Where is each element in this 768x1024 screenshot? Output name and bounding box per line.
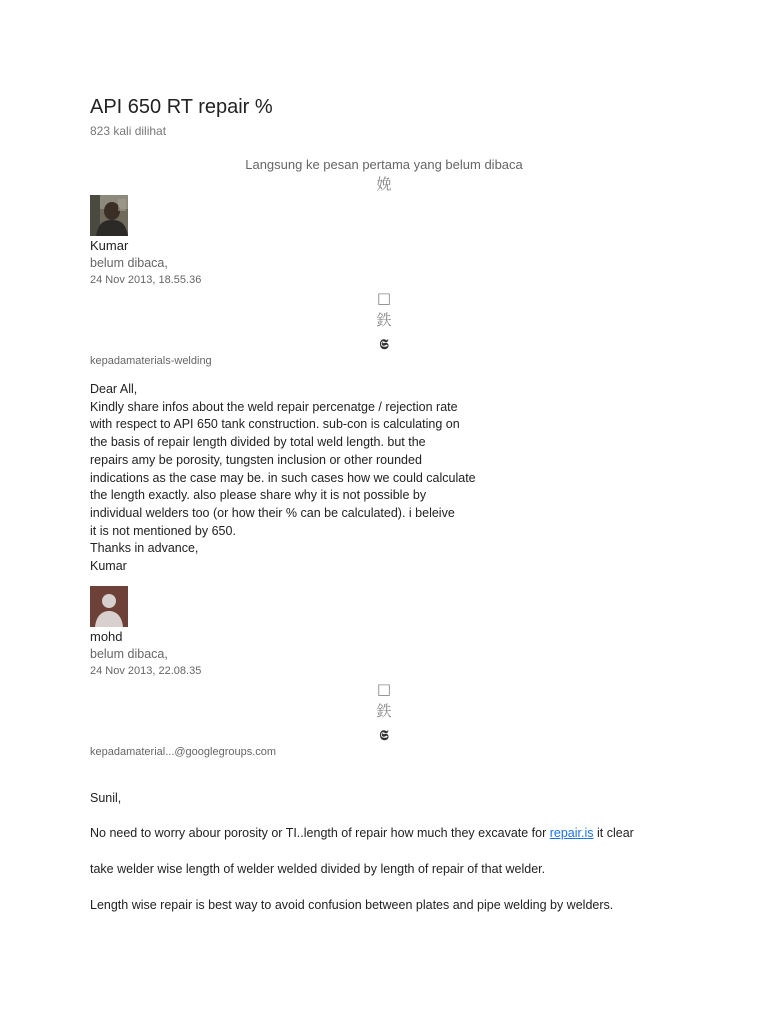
message-date: 24 Nov 2013, 18.55.36	[90, 274, 202, 286]
author-name[interactable]: mohd	[90, 629, 123, 644]
thread-title: API 650 RT repair %	[90, 96, 273, 118]
body-line: indications as the case may be. in such cases how we could calculate	[90, 470, 476, 485]
body-line: it is not mentioned by 650.	[90, 523, 236, 538]
body-line: Kumar	[90, 559, 127, 574]
jump-arrow-icon[interactable]: 娩	[376, 175, 392, 193]
body-line: Kindly share infos about the weld repair percenatge / rejection rate	[90, 399, 458, 414]
message-body	[90, 381, 476, 576]
recipient: kepadamaterial...@googlegroups.com	[90, 746, 277, 758]
user-photo-icon	[90, 195, 128, 236]
body-line: Thanks in advance,	[90, 541, 199, 556]
paragraph-text: No need to worry abour porosity or TI..length of repair how much they excavate for	[90, 826, 550, 840]
message-greeting: Sunil,	[90, 791, 122, 805]
star-icon[interactable]: □	[376, 289, 392, 307]
default-person-avatar-icon	[90, 586, 128, 627]
reply-icon[interactable]: 鉄	[376, 311, 392, 329]
more-options-icon[interactable]: 𝕾	[379, 728, 389, 744]
message-paragraph: take welder wise length of welder welded divided by length of repair of that welder.	[90, 862, 546, 876]
body-line: the length exactly. also please share why it is not possible by	[90, 488, 427, 503]
body-line: the basis of repair length divided by total weld length. but the	[90, 435, 426, 450]
body-line: individual welders too (or how their % can be calculated). i beleive	[90, 505, 455, 520]
body-line: repairs amy be porosity, tungsten inclusion or other rounded	[90, 452, 422, 467]
message-paragraph	[90, 826, 634, 840]
star-icon[interactable]: □	[376, 680, 392, 698]
paragraph-text: it clear	[593, 826, 634, 840]
repair-link[interactable]: repair.is	[549, 826, 594, 840]
reply-icon[interactable]: 鉄	[376, 702, 392, 720]
body-line: Dear All,	[90, 382, 138, 396]
unread-status: belum dibaca,	[90, 256, 168, 270]
jump-to-first-unread-link[interactable]: Langsung ke pesan pertama yang belum dibaca	[245, 157, 523, 172]
view-count: 823 kali dilihat	[90, 124, 167, 138]
more-options-icon[interactable]: 𝕾	[379, 337, 389, 353]
avatar[interactable]	[90, 195, 128, 236]
recipient: kepadamaterials-welding	[90, 355, 212, 367]
avatar[interactable]	[90, 586, 128, 627]
message-paragraph: Length wise repair is best way to avoid confusion between plates and pipe welding by welders.	[90, 898, 614, 912]
author-name[interactable]: Kumar	[90, 238, 129, 253]
body-line: with respect to API 650 tank construction. sub-con is calculating on	[90, 417, 460, 432]
unread-status: belum dibaca,	[90, 647, 168, 661]
message-date: 24 Nov 2013, 22.08.35	[90, 665, 202, 677]
